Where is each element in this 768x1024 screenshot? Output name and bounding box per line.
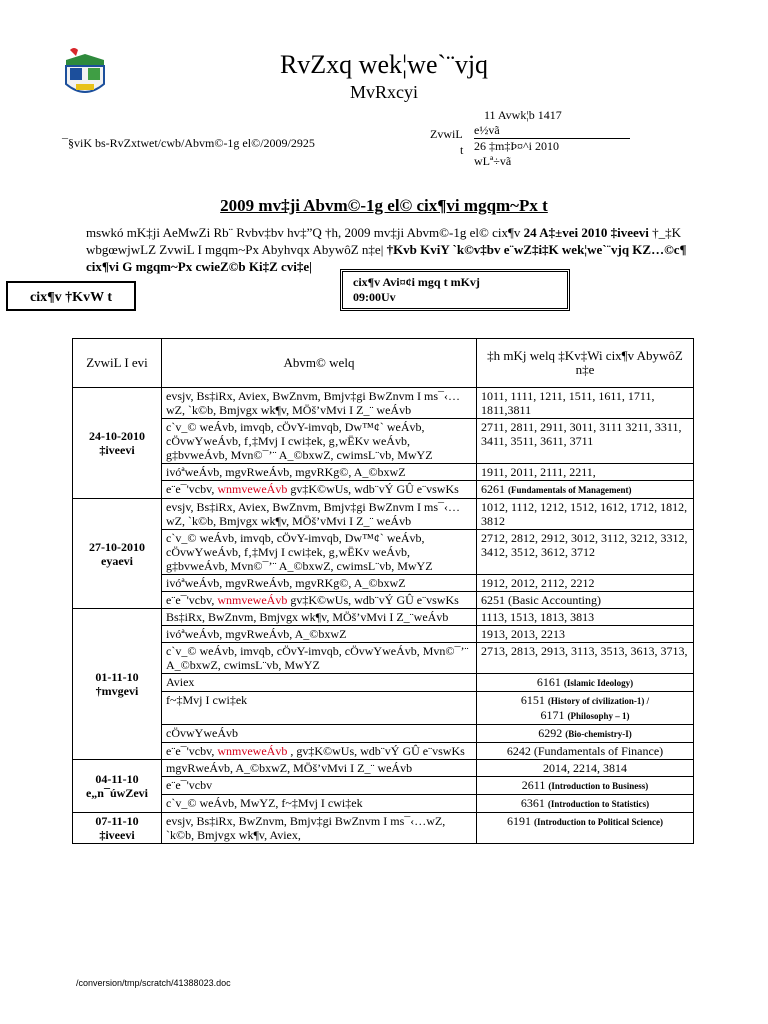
course-codes-alt: 6171 xyxy=(540,708,565,722)
table-row xyxy=(73,626,694,643)
intro-text-1: mswkó mK‡ji AeMwZi Rb¨ Rvbv‡bv hv‡”Q †h, 2009 mv‡ji Abvm©-1g el© cix¶v xyxy=(86,225,524,240)
table-row xyxy=(73,674,694,692)
subject-cell xyxy=(162,674,477,692)
notice-intro xyxy=(86,224,706,275)
course-codes: 2611 xyxy=(521,778,546,792)
header-date-day: ZvwiL I evi xyxy=(73,339,162,388)
table-row xyxy=(73,575,694,592)
course-codes: 1012, 1112, 1212, 1512, 1612, 1712, 1812, 3812 xyxy=(481,500,688,528)
course-codes: 6361 xyxy=(520,796,545,810)
course-title-note-alt: (Philosophy – 1) xyxy=(567,711,630,721)
table-row xyxy=(73,692,694,725)
table-row xyxy=(73,388,694,419)
course-codes: 6161 xyxy=(536,675,561,689)
course-codes: 1113, 1513, 1813, 3813 xyxy=(481,610,595,624)
subject-cell xyxy=(162,725,477,743)
subject-cell xyxy=(162,692,477,725)
course-title-note: (Introduction to Political Science) xyxy=(533,817,664,827)
exam-time-box xyxy=(340,269,570,311)
course-title-note: (Islamic Ideology) xyxy=(563,678,634,688)
table-row xyxy=(73,499,694,530)
subject-text: f~‡Mvj I cwi‡ek xyxy=(166,693,248,707)
course-codes: 2014, 2214, 3814 xyxy=(543,761,627,775)
codes-cell xyxy=(477,530,694,575)
table-row xyxy=(73,813,694,844)
table-row xyxy=(73,530,694,575)
bangla-era: e½vã xyxy=(474,123,630,139)
date-label-text: ZvwiL xyxy=(430,127,463,141)
subject-cell xyxy=(162,643,477,674)
table-row xyxy=(73,464,694,481)
codes-cell xyxy=(477,388,694,419)
subject-text-tail: gv‡K©wUs, wdb¨vÝ GÛ e¨vswKs xyxy=(290,482,459,496)
subject-cell xyxy=(162,813,477,844)
table-row xyxy=(73,592,694,609)
codes-cell xyxy=(477,643,694,674)
header-codes: ‡h mKj welq ‡Kv‡Wi cix¶v AbywôZ n‡e xyxy=(477,339,694,388)
table-row xyxy=(73,481,694,499)
table-row xyxy=(73,795,694,813)
subject-cell xyxy=(162,481,477,499)
subject-cell xyxy=(162,419,477,464)
date-block xyxy=(474,108,630,169)
codes-cell xyxy=(477,499,694,530)
table-row xyxy=(73,419,694,464)
exam-schedule-table xyxy=(72,338,694,844)
university-name: RvZxq wek¦we`¨vjq xyxy=(279,50,489,79)
subject-text: evsjv, Bs‡iRx, Aviex, BwZnvm, Bmjv‡gi BwZnvm I ms¯‹…wZ, `k©b, Bmjvgx wk¶v, MÖš’vMvi I Z_¨ weÁvb xyxy=(166,389,461,417)
table-row xyxy=(73,609,694,626)
header-subject: Abvm© welq xyxy=(162,339,477,388)
subject-cell xyxy=(162,609,477,626)
subject-text: Aviex xyxy=(166,675,195,689)
subject-text: cÖvwYweÁvb xyxy=(166,726,238,740)
file-path-footer: /conversion/tmp/scratch/41388023.doc xyxy=(76,978,231,988)
intro-warning-bold: †Kvb KviY `k©v‡bv e¨wZ‡i‡K wek¦we`¨vjq KZ…©c¶ cix¶vi G mgqm~Px cwieZ©b Ki‡Z cvi‡e| xyxy=(86,242,687,274)
subject-text: ivóªweÁvb, mgvRweÁvb, A_©bxwZ xyxy=(166,627,347,641)
subject-text: ivóªweÁvb, mgvRweÁvb, mgvRKg©, A_©bxwZ xyxy=(166,465,406,479)
subject-text: ivóªweÁvb, mgvRweÁvb, mgvRKg©, A_©bxwZ xyxy=(166,576,406,590)
subject-text: c`v_© weÁvb, MwYZ, f~‡Mvj I cwi‡ek xyxy=(166,796,363,810)
course-codes: 6242 (Fundamentals of Finance) xyxy=(506,744,664,758)
course-codes: 1911, 2011, 2111, 2211, xyxy=(481,465,596,479)
codes-cell xyxy=(477,419,694,464)
exam-date-cell: 04-11-10 e„n¯úwZevi xyxy=(73,760,162,813)
subject-cell xyxy=(162,499,477,530)
bangla-date: 11 Avwk¦b 1417 xyxy=(484,108,562,122)
subject-text: Bs‡iRx, BwZnvm, Bmjvgx wk¶v, MÖš’vMvi I Z_¨weÁvb xyxy=(166,610,449,624)
subject-text: e¨e¯'vcbv xyxy=(166,778,213,792)
subject-cell xyxy=(162,464,477,481)
course-codes: 2713, 2813, 2913, 3113, 3513, 3613, 3713, xyxy=(481,644,688,658)
codes-cell xyxy=(477,464,694,481)
table-row xyxy=(73,743,694,760)
course-title-note: (History of civilization-1) / xyxy=(547,696,650,706)
codes-cell xyxy=(477,813,694,844)
course-title-note: (Fundamentals of Management) xyxy=(508,485,632,495)
subject-text-tail: , gv‡K©wUs, wdb¨vÝ GÛ e¨vswKs xyxy=(290,744,465,758)
codes-cell xyxy=(477,760,694,777)
subject-text: c`v_© weÁvb, imvqb, cÖvY-imvqb, Dw™¢` weÁvb, cÖvwYweÁvb, f‚‡Mvj I cwi‡ek, g‚wËKv weÁvb, g‡bvweÁvb, Mvn©¯’¨ A_©bxwZ, cwimsL¨vb, MwYZ xyxy=(166,420,433,462)
subject-highlight: wnmveweÁvb xyxy=(217,482,288,496)
course-codes: 6251 (Basic Accounting) xyxy=(481,593,601,607)
codes-cell xyxy=(477,692,694,725)
table-header-row xyxy=(73,339,694,388)
course-title-note: (Introduction to Statistics) xyxy=(547,799,650,809)
gregorian-date: 26 ‡m‡Þ¤^i 2010 xyxy=(474,139,559,153)
subject-highlight: wnmveweÁvb xyxy=(217,593,288,607)
course-codes: 6261 xyxy=(481,482,505,496)
subject-text: e¨e¯'vcbv, xyxy=(166,593,215,607)
exam-date-cell: 27-10-2010 eyaevi xyxy=(73,499,162,609)
table-row xyxy=(73,643,694,674)
codes-cell xyxy=(477,725,694,743)
subject-text: e¨e¯'vcbv, xyxy=(166,744,215,758)
subject-cell xyxy=(162,760,477,777)
exam-code-box: cix¶v †KvW t xyxy=(6,281,136,311)
codes-cell xyxy=(477,575,694,592)
subject-highlight: wnmveweÁvb xyxy=(217,744,288,758)
subject-text: evsjv, Bs‡iRx, Aviex, BwZnvm, Bmjv‡gi BwZnvm I ms¯‹…wZ, `k©b, Bmjvgx wk¶v, MÖš’vMvi I Z_¨ weÁvb xyxy=(166,500,461,528)
codes-cell xyxy=(477,777,694,795)
subject-text: e¨e¯'vcbv, xyxy=(166,482,215,496)
table-row xyxy=(73,777,694,795)
university-location: MvRxcyi xyxy=(349,82,418,102)
course-codes: 2711, 2811, 2911, 3011, 3111 3211, 3311, 3411, 3511, 3611, 3711 xyxy=(481,420,682,448)
codes-cell xyxy=(477,481,694,499)
exam-date-cell: 07-11-10 ‡iveevi xyxy=(73,813,162,844)
notice-heading: 2009 mv‡ji Abvm©-1g el© cix¶vi mgqm~Px t xyxy=(220,196,548,215)
subject-cell xyxy=(162,777,477,795)
date-label-colon: t xyxy=(460,143,464,157)
subject-text: c`v_© weÁvb, imvqb, cÖvY-imvqb, cÖvwYweÁvb, Mvn©¯’¨ A_©bxwZ, cwimsL¨vb, MwYZ xyxy=(166,644,469,672)
course-codes: 1913, 2013, 2213 xyxy=(481,627,565,641)
intro-text-2: †_‡K wbgœwjwLZ ZvwiL I mgqm~Px Abyhvqx AbywôZ n‡e| xyxy=(86,225,682,257)
subject-cell xyxy=(162,592,477,609)
codes-cell xyxy=(477,626,694,643)
table-body xyxy=(73,388,694,844)
exam-time-label: cix¶v Avi¤¢i mgq t mKvj xyxy=(353,275,480,289)
subject-text: mgvRweÁvb, A_©bxwZ, MÖš’vMvi I Z_¨ weÁvb xyxy=(166,761,413,775)
subject-cell xyxy=(162,743,477,760)
course-title-note: (Bio-chemistry-I) xyxy=(565,729,632,739)
table-row xyxy=(73,725,694,743)
subject-cell xyxy=(162,626,477,643)
date-label xyxy=(430,126,463,158)
codes-cell xyxy=(477,609,694,626)
course-codes: 6191 xyxy=(506,814,531,828)
gregorian-era: wLª÷vã xyxy=(474,154,512,168)
course-codes: 1912, 2012, 2112, 2212 xyxy=(481,576,595,590)
memo-number: ¯§viK bs-RvZxtwet/cwb/Abvm©-1g el©/2009/2925 xyxy=(62,136,315,150)
exam-date-cell: 24-10-2010 ‡iveevi xyxy=(73,388,162,499)
exam-date-cell: 01-11-10 †mvgevi xyxy=(73,609,162,760)
subject-cell xyxy=(162,575,477,592)
subject-text: c`v_© weÁvb, imvqb, cÖvY-imvqb, Dw™¢` weÁvb, cÖvwYweÁvb, f‚‡Mvj I cwi‡ek, g‚wËKv weÁvb, g‡bvweÁvb, Mvn©¯’¨ A_©bxwZ, cwimsL¨vb, MwYZ xyxy=(166,531,433,573)
table-row xyxy=(73,760,694,777)
course-codes: 6151 xyxy=(520,693,545,707)
codes-cell xyxy=(477,795,694,813)
intro-date-bold: 24 A‡±vei 2010 ‡iveevi xyxy=(523,225,649,240)
exam-time-value: 09:00Uv xyxy=(353,290,396,304)
codes-cell xyxy=(477,674,694,692)
subject-cell xyxy=(162,795,477,813)
subject-text: evsjv, Bs‡iRx, BwZnvm, Bmjv‡gi BwZnvm I ms¯‹…wZ, `k©b, Bmjvgx wk¶v, Aviex, xyxy=(166,814,446,842)
course-codes: 6292 xyxy=(538,726,563,740)
course-codes: 2712, 2812, 2912, 3012, 3112, 3212, 3312, 3412, 3512, 3612, 3712 xyxy=(481,531,688,559)
subject-cell xyxy=(162,530,477,575)
subject-cell xyxy=(162,388,477,419)
course-title-note: (Introduction to Business) xyxy=(548,781,649,791)
course-codes: 1011, 1111, 1211, 1511, 1611, 1711, 1811,3811 xyxy=(481,389,655,417)
codes-cell xyxy=(477,743,694,760)
subject-text-tail: gv‡K©wUs, wdb¨vÝ GÛ e¨vswKs xyxy=(290,593,459,607)
codes-cell xyxy=(477,592,694,609)
